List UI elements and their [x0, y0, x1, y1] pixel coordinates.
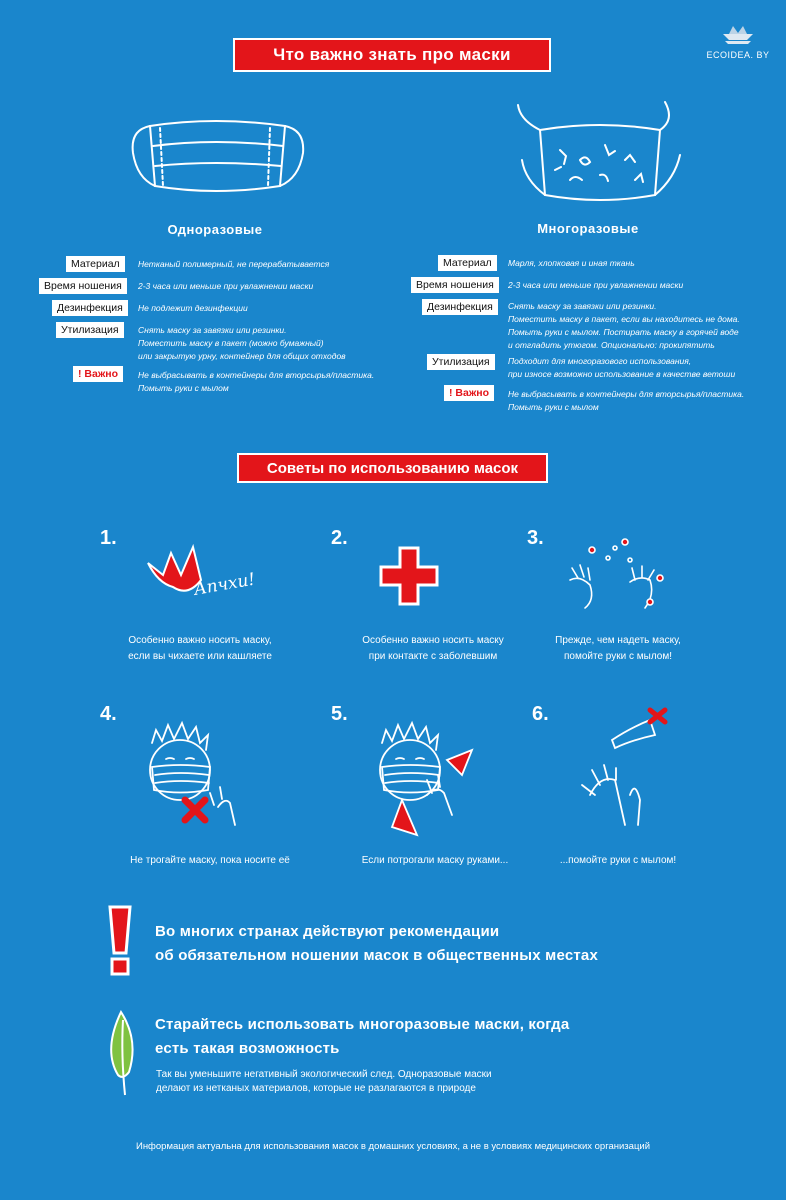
- reusable-mask-icon: [510, 100, 685, 210]
- eco-details: Так вы уменьшите негативный экологический след. Одноразовые маски делают из нетканых материалов, которые не разлагаются в природе: [156, 1069, 492, 1094]
- reusable-disposal-label: Утилизация: [427, 354, 495, 370]
- reusable-material-value: Марля, хлопковая и иная ткань: [508, 258, 635, 268]
- page-title: [233, 38, 551, 72]
- face-touch-icon: [140, 715, 240, 830]
- tip-number: 2.: [331, 527, 348, 549]
- tips-title-text: Советы по использованию масок: [266, 459, 519, 477]
- sneeze-text: Апчхи!: [192, 569, 257, 600]
- page-title-text: Что важно знать про маски: [273, 45, 511, 64]
- wash-hands-icon: [550, 530, 675, 615]
- disposable-disinfection-value: Не подлежит дезинфекции: [138, 303, 248, 313]
- reusable-important-badge: ! Важно: [444, 385, 494, 401]
- tips-title: [237, 453, 548, 483]
- tip-number: 1.: [100, 527, 117, 549]
- footer-note: Информация актуальна для использования масок в домашних условиях, а не в условиях медицинских организаций: [135, 1141, 651, 1152]
- disposable-disinfection-label: Дезинфекция: [52, 300, 128, 316]
- disposable-material-value: Нетканый полимерный, не перерабатывается: [138, 259, 330, 269]
- reusable-material-label: Материал: [438, 255, 497, 271]
- reusable-disposal-value: Подходит для многоразового использования, при износе возможно использование в качестве ветоши: [508, 356, 736, 379]
- eco-text: Старайтесь использовать многоразовые маски, когда есть такая возможность: [155, 1016, 570, 1057]
- tip-3-caption: Прежде, чем надеть маску, помойте руки с мылом!: [555, 635, 681, 662]
- tip-1-caption: Особенно важно носить маску, если вы чихаете или кашляете: [128, 635, 272, 662]
- tip-number: 4.: [100, 703, 117, 725]
- tip-number: 6.: [532, 703, 549, 725]
- disposable-important-badge: ! Важно: [73, 366, 123, 382]
- tip-6-caption: ...помойте руки с мылом!: [559, 855, 677, 866]
- disposable-disposal-label: Утилизация: [56, 322, 124, 338]
- tip-5-caption: Если потрогали маску руками...: [361, 855, 509, 866]
- sneeze-icon: [143, 535, 273, 610]
- tip-2-caption: Особенно важно носить маску при контакте с заболевшим: [362, 635, 504, 662]
- disposable-title: Одноразовые: [167, 222, 263, 237]
- notice-text: Во многих странах действуют рекомендации об обязательном ношении масок в общественных местах: [155, 923, 598, 964]
- disposable-disposal-value: Снять маску за завязки или резинки. Поместить маску в пакет (можно бумажный) или закрытую урну, контейнер для общих отходов: [138, 325, 346, 361]
- disposable-mask-icon: [125, 108, 310, 198]
- disposable-wear-time-value: 2-3 часа или меньше при увлажнении маски: [138, 281, 314, 291]
- logo-text: ECOIDEA. BY: [706, 50, 770, 60]
- exclamation-mark-shape: [103, 905, 137, 977]
- paper-boat-icon: [721, 24, 755, 46]
- reusable-disinfection-label: Дезинфекция: [422, 299, 498, 315]
- medical-cross-icon: [378, 545, 440, 607]
- leaf-icon: [103, 1010, 141, 1098]
- soap-hands-icon: [570, 700, 680, 840]
- exclamation-icon: [103, 905, 137, 977]
- touched-mask-icon: [372, 715, 482, 840]
- reusable-wear-time-value: 2-3 часа или меньше при увлажнении маски: [508, 280, 684, 290]
- logo: [706, 24, 770, 60]
- tip-4-caption: Не трогайте маску, пока носите её: [130, 855, 290, 866]
- reusable-title: Многоразовые: [537, 221, 639, 236]
- reusable-important-value: Не выбрасывать в контейнеры для вторсырья/пластика. Помыть руки с мылом: [508, 389, 745, 412]
- tip-number: 3.: [527, 527, 544, 549]
- reusable-disinfection-value: Снять маску за завязки или резинки. Поместить маску в пакет, если вы находитесь не дома. Помыть руки с мылом. Постирать маску в горячей воде и отгладить утюгом. Опционально: прокипятить: [508, 301, 740, 350]
- reusable-wear-time-label: Время ношения: [411, 277, 499, 293]
- disposable-important-value: Не выбрасывать в контейнеры для вторсырья/пластика. Помыть руки с мылом: [138, 370, 375, 393]
- disposable-material-label: Материал: [66, 256, 125, 272]
- tip-number: 5.: [331, 703, 348, 725]
- disposable-wear-time-label: Время ношения: [39, 278, 127, 294]
